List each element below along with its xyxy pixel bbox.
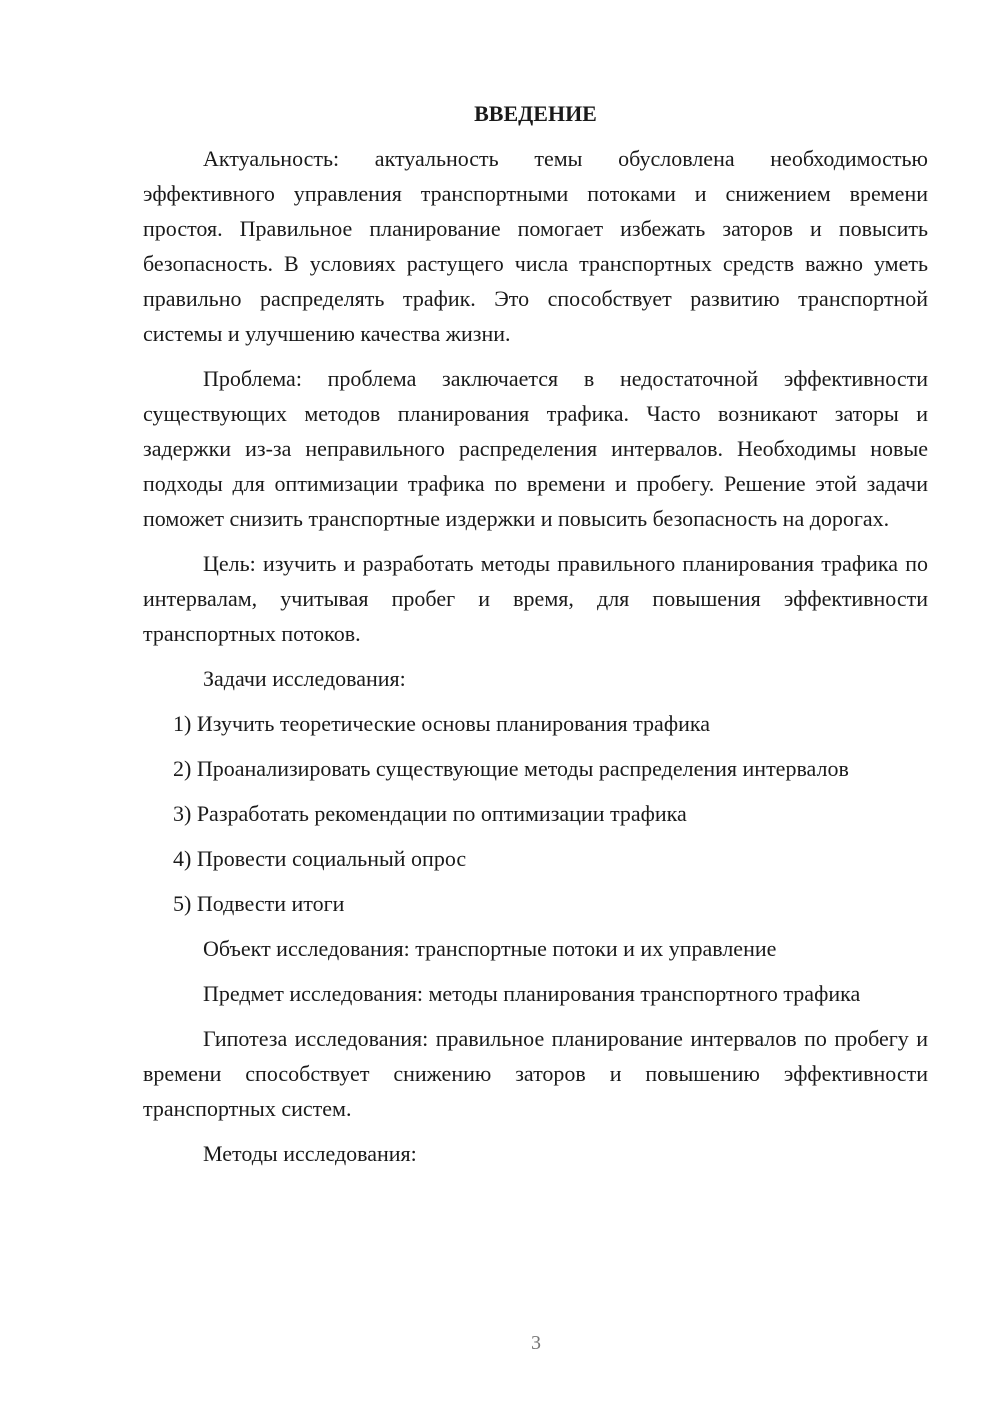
paragraph-subject: Предмет исследования: методы планирования транспортного трафика — [203, 981, 861, 1006]
paragraph-relevance: Актуальность: актуальность темы обусловлена необходимостью эффективного управления транспортными потоками и снижением времени простоя. Правильное планирование помогает избежать заторов и повысить безопасность. В условиях растущего числа транспортных средств важно уметь правильно распределять трафик. Это способствует развитию транспортной системы и улучшению качества жизни. — [143, 146, 928, 346]
task-item-2: 2) Проанализировать существующие методы распределения интервалов — [173, 756, 849, 781]
task-item-1: 1) Изучить теоретические основы планирования трафика — [173, 711, 710, 736]
section-title: ВВЕДЕНИЕ — [474, 101, 597, 126]
paragraph-object: Объект исследования: транспортные потоки и их управление — [203, 936, 777, 961]
task-item-4: 4) Провести социальный опрос — [173, 846, 467, 871]
paragraph-problem: Проблема: проблема заключается в недостаточной эффективности существующих методов планирования трафика. Часто возникают заторы и задержки из-за неправильного распределения интервалов. Необходимы новые подходы для оптимизации трафика по времени и пробегу. Решение этой задачи поможет снизить транспортные издержки и повысить безопасность на дорогах. — [143, 366, 928, 531]
paragraph-goal: Цель: изучить и разработать методы правильного планирования трафика по интервалам, учитывая пробег и время, для повышения эффективности транспортных потоков. — [143, 551, 928, 646]
task-item-3: 3) Разработать рекомендации по оптимизации трафика — [173, 801, 687, 826]
page-number: 3 — [531, 1332, 541, 1354]
tasks-heading: Задачи исследования: — [203, 666, 406, 691]
task-item-5: 5) Подвести итоги — [173, 891, 345, 916]
paragraph-hypothesis: Гипотеза исследования: правильное планирование интервалов по пробегу и времени способствует снижению заторов и повышению эффективности транспортных систем. — [143, 1026, 928, 1121]
document-page — [143, 96, 928, 1181]
methods-heading: Методы исследования: — [203, 1141, 417, 1166]
